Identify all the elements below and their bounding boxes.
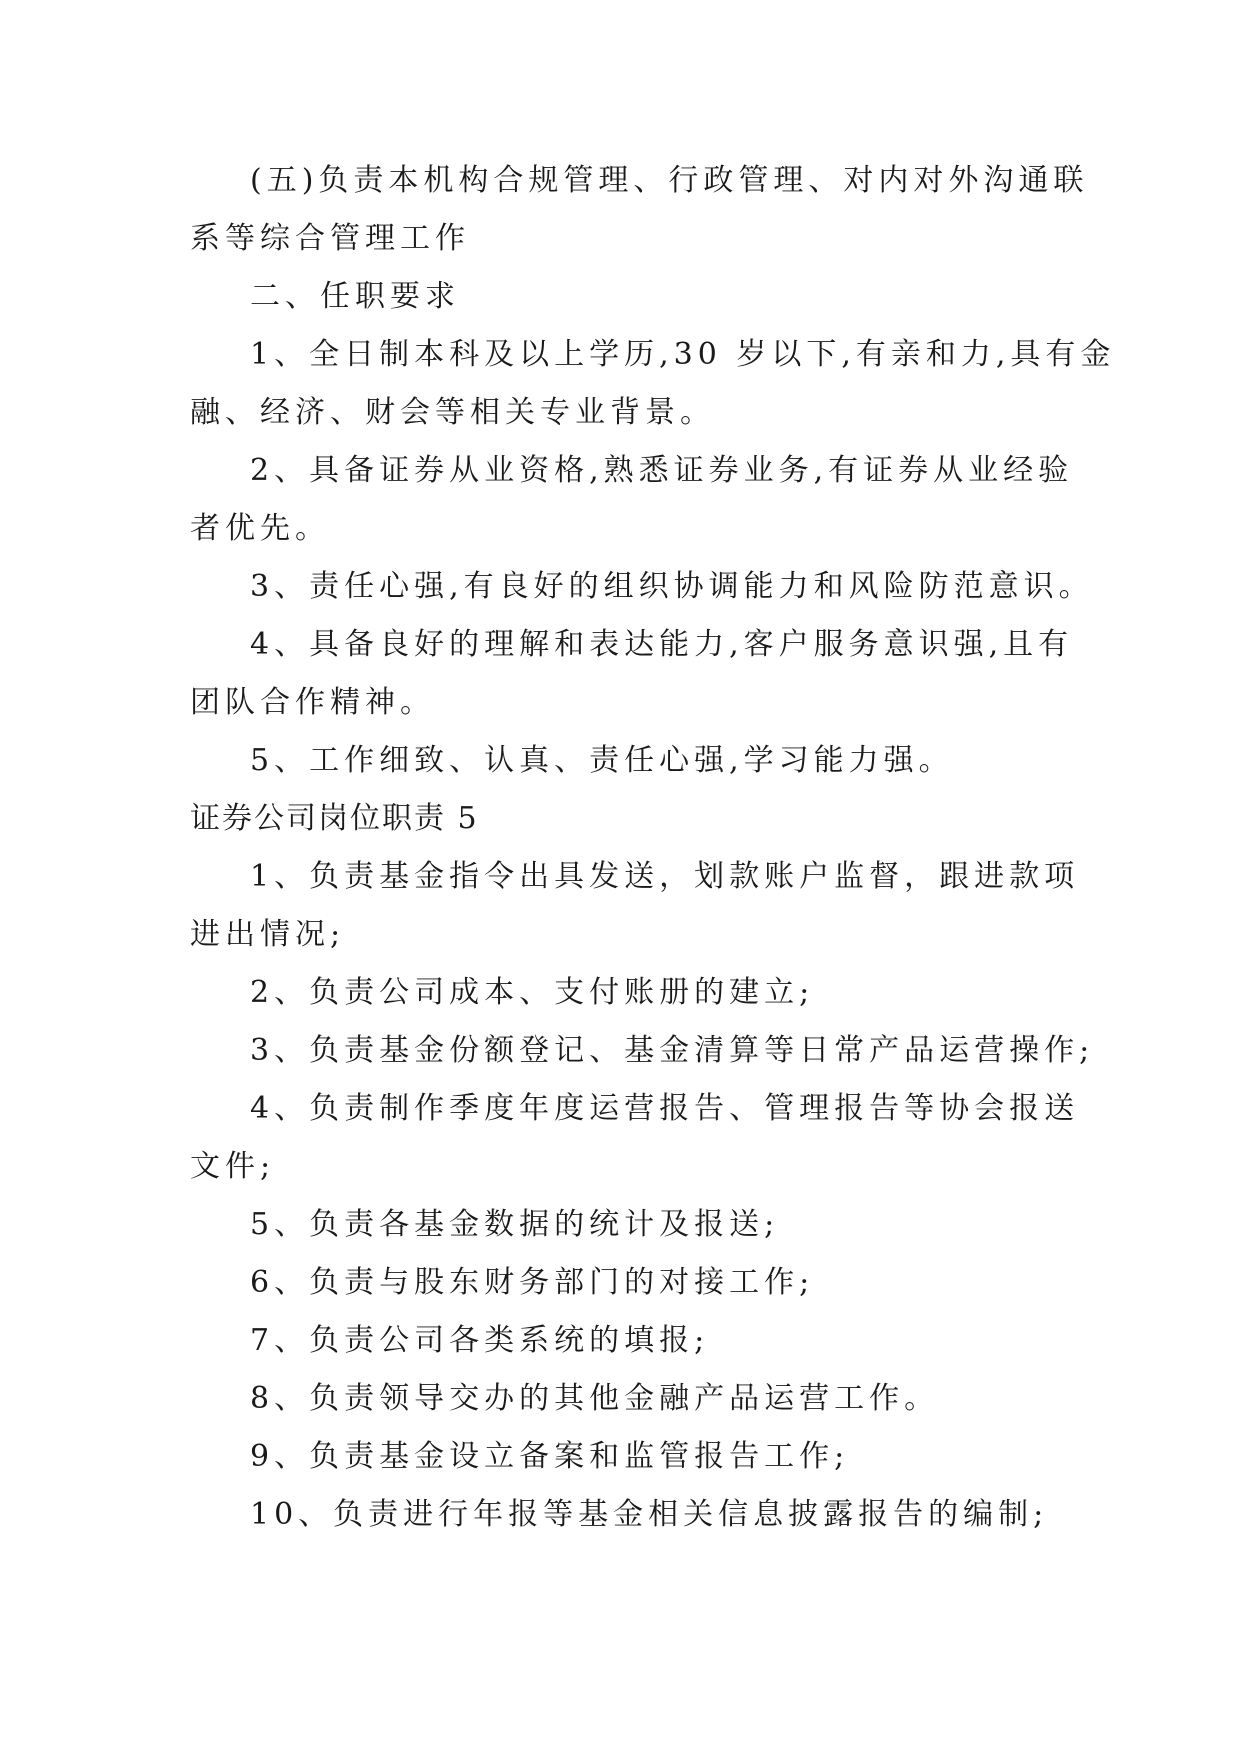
paragraph-line: 8、负责领导交办的其他金融产品运营工作。 bbox=[250, 1381, 940, 1416]
paragraph-line: 证券公司岗位职责 5 bbox=[190, 801, 479, 836]
paragraph-line: 6、负责与股东财务部门的对接工作; bbox=[250, 1265, 815, 1300]
paragraph-line: 3、责任心强,有良好的组织协调能力和风险防范意识。 bbox=[250, 569, 1094, 604]
section-heading-requirements bbox=[190, 268, 1070, 326]
paragraph-line: 10、负责进行年报等基金相关信息披露报告的编制; bbox=[250, 1497, 1049, 1532]
paragraph-line: 7、负责公司各类系统的填报; bbox=[250, 1323, 710, 1358]
paragraph-line: 二、任职要求 bbox=[250, 279, 460, 314]
duty-item-10 bbox=[190, 1486, 1070, 1544]
duty-item-3 bbox=[190, 1022, 1095, 1080]
paragraph-line: 1、全日制本科及以上学历,30 岁以下,有亲和力,具有金 bbox=[250, 337, 1116, 372]
requirement-item-4 bbox=[190, 616, 1074, 732]
duty-item-6 bbox=[190, 1254, 1070, 1312]
paragraph-line: 者优先。 bbox=[190, 511, 330, 546]
section-title-job-duties-5 bbox=[190, 790, 1070, 848]
duty-item-4 bbox=[190, 1080, 1080, 1196]
paragraph-line: 1、负责基金指令出具发送，划款账户监督，跟进款项 bbox=[250, 859, 1080, 894]
paragraph-line: 5、工作细致、认真、责任心强,学习能力强。 bbox=[250, 743, 954, 778]
requirement-item-5 bbox=[190, 732, 1070, 790]
duty-item-7 bbox=[190, 1312, 1070, 1370]
paragraph-line: 9、负责基金设立备案和监管报告工作; bbox=[250, 1439, 850, 1474]
paragraph-line: 团队合作精神。 bbox=[190, 685, 435, 720]
paragraph-line: (五)负责本机构合规管理、行政管理、对内对外沟通联 bbox=[250, 163, 1089, 198]
duty-item-8 bbox=[190, 1370, 1070, 1428]
paragraph-line: 文件; bbox=[190, 1149, 276, 1184]
paragraph-line: 进出情况; bbox=[190, 917, 346, 952]
requirement-item-3 bbox=[190, 558, 1094, 616]
duty-item-5 bbox=[190, 1196, 1070, 1254]
paragraph-line: 5、负责各基金数据的统计及报送; bbox=[250, 1207, 780, 1242]
duty-item-1 bbox=[190, 848, 1080, 964]
paragraph-line: 2、具备证券从业资格,熟悉证券业务,有证券从业经验 bbox=[250, 453, 1074, 488]
paragraph-line: 系等综合管理工作 bbox=[190, 221, 470, 256]
paragraph-line: 2、负责公司成本、支付账册的建立; bbox=[250, 975, 815, 1010]
paragraph-duty-5 bbox=[190, 152, 1089, 268]
paragraph-line: 融、经济、财会等相关专业背景。 bbox=[190, 395, 715, 430]
duty-item-2 bbox=[190, 964, 1070, 1022]
requirement-item-2 bbox=[190, 442, 1074, 558]
paragraph-line: 4、具备良好的理解和表达能力,客户服务意识强,且有 bbox=[250, 627, 1074, 662]
requirement-item-1 bbox=[190, 326, 1116, 442]
document-body bbox=[190, 152, 1116, 1544]
duty-item-9 bbox=[190, 1428, 1070, 1486]
paragraph-line: 4、负责制作季度年度运营报告、管理报告等协会报送 bbox=[250, 1091, 1080, 1126]
paragraph-line: 3、负责基金份额登记、基金清算等日常产品运营操作; bbox=[250, 1033, 1095, 1068]
